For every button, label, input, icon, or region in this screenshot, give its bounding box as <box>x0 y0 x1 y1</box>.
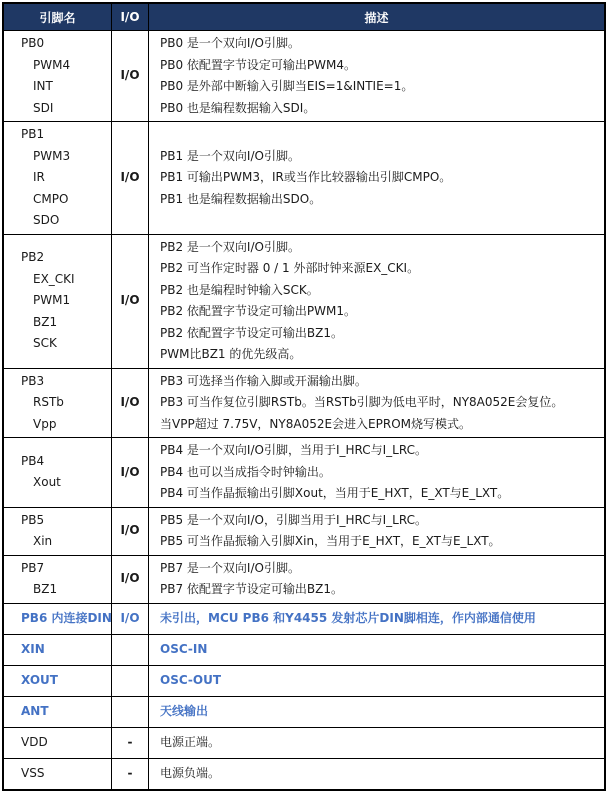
pin-name: XOUT <box>21 672 58 687</box>
pin-name-cell <box>4 508 112 555</box>
description-line: PB7 依配置字节设定可输出BZ1。 <box>160 582 344 596</box>
io-cell <box>112 635 149 665</box>
description-cell <box>149 369 604 438</box>
pin-alias: RSTb <box>33 395 64 409</box>
description-line: PB2 依配置字节设定可输出PWM1。 <box>160 304 357 318</box>
pin-name-cell <box>4 122 112 234</box>
description-line: 天线输出 <box>160 703 209 718</box>
description-line: PB2 依配置字节设定可输出BZ1。 <box>160 325 344 340</box>
pin-name: VSS <box>21 765 45 780</box>
table-row <box>4 438 604 508</box>
pin-name-cell <box>4 759 112 789</box>
pin-alias: SDO <box>33 213 60 227</box>
description-line: PB0 是一个双向I/O引脚。 <box>160 36 300 50</box>
pin-alias: CMPO <box>33 191 69 206</box>
header-description: 描述 <box>364 10 389 25</box>
io-cell <box>112 728 149 758</box>
description-line: 当VPP超过 7.75V，NY8A052E会进入EPROM烧写模式。 <box>160 416 472 431</box>
pin-alias: PWM3 <box>33 148 71 163</box>
description-cell <box>149 635 604 665</box>
pin-name: ANT <box>21 703 49 718</box>
pin-alias: SCK <box>33 336 57 351</box>
table-row <box>4 635 604 666</box>
description-line: PB0 也是编程数据输入SDI。 <box>160 100 316 115</box>
table-row <box>4 728 604 759</box>
io-cell <box>112 697 149 727</box>
description-line: 未引出，MCU PB6 和Y4455 发射芯片DIN脚相连，作内部通信使用 <box>160 610 536 625</box>
pin-alias: PWM1 <box>33 293 71 308</box>
description-line: 电源正端。 <box>160 734 221 749</box>
io-cell <box>112 31 149 121</box>
table-row <box>4 666 604 697</box>
io-cell <box>112 508 149 555</box>
io-value: I/O <box>120 571 140 586</box>
description-cell <box>149 604 604 634</box>
description-line: PB3 可选择当作输入脚或开漏输出脚。 <box>160 373 367 388</box>
pin-name-cell <box>4 369 112 438</box>
description-line: PB0 依配置字节设定可输出PWM4。 <box>160 57 357 72</box>
pin-name: PB1 <box>21 127 45 141</box>
description-line: PB2 可当作定时器 0 / 1 外部时钟来源EX_CKI。 <box>160 261 420 275</box>
io-cell <box>112 122 149 234</box>
io-cell <box>112 438 149 507</box>
description-line: PB5 可当作晶振输入引脚Xin，当用于E_HXT，E_XT与E_LXT。 <box>160 534 501 548</box>
pin-name-cell <box>4 235 112 368</box>
pin-alias: EX_CKI <box>33 271 75 286</box>
description-line: PB2 是一个双向I/O引脚。 <box>160 239 300 254</box>
pin-name: PB2 <box>21 250 45 265</box>
description-cell <box>149 759 604 789</box>
table-row <box>4 369 604 439</box>
table-body <box>4 31 604 789</box>
description-line: PB4 可当作晶振输出引脚Xout，当用于E_HXT，E_XT与E_LXT。 <box>160 486 510 500</box>
description-cell <box>149 122 604 234</box>
pin-name: PB3 <box>21 373 45 388</box>
pin-name-cell <box>4 556 112 603</box>
table-row <box>4 122 604 235</box>
pin-name-cell <box>4 438 112 507</box>
table-header <box>4 4 604 31</box>
table-row <box>4 235 604 369</box>
pin-name-cell <box>4 635 112 665</box>
pin-alias: PWM4 <box>33 57 71 72</box>
header-io: I/O <box>112 4 149 30</box>
pin-alias: Xout <box>33 475 61 490</box>
pin-alias: BZ1 <box>33 582 58 596</box>
description-line: PB5 是一个双向I/O，引脚当用于I_HRC与I_LRC。 <box>160 512 427 527</box>
io-value: I/O <box>120 68 140 83</box>
description-cell <box>149 666 604 696</box>
description-cell <box>149 235 604 368</box>
io-cell <box>112 235 149 368</box>
description-line: 电源负端。 <box>160 765 221 780</box>
pin-alias: SDI <box>33 100 54 115</box>
description-line: OSC-OUT <box>160 672 222 687</box>
description-line: PB7 是一个双向I/O引脚。 <box>160 560 300 575</box>
io-cell <box>112 604 149 634</box>
pin-name-cell <box>4 604 112 634</box>
pin-name: VDD <box>21 734 48 749</box>
pin-name-cell <box>4 728 112 758</box>
pin-alias: BZ1 <box>33 314 58 329</box>
description-line: PB4 也可以当成指令时钟输出。 <box>160 464 331 479</box>
pin-alias: Xin <box>33 534 53 548</box>
pin-alias: INT <box>33 79 53 93</box>
description-line: PB1 是一个双向I/O引脚。 <box>160 148 300 163</box>
pin-name-cell <box>4 31 112 121</box>
pin-name: PB6 内连接DIN <box>21 610 112 625</box>
pin-name-cell <box>4 666 112 696</box>
table-row <box>4 759 604 789</box>
pin-alias: Vpp <box>33 416 57 431</box>
io-value: I/O <box>120 170 140 184</box>
io-value: I/O <box>120 293 140 308</box>
pin-name: PB7 <box>21 560 45 575</box>
io-value: I/O <box>120 464 140 479</box>
pin-name: XIN <box>21 641 45 656</box>
io-value: - <box>127 734 133 749</box>
description-line: PB0 是外部中断输入引脚当EIS=1&INTIE=1。 <box>160 79 414 93</box>
pin-name: PB0 <box>21 36 45 50</box>
description-line: PB1 可输出PWM3，IR或当作比较器输出引脚CMPO。 <box>160 170 452 184</box>
io-cell <box>112 666 149 696</box>
table-row <box>4 508 604 556</box>
description-cell <box>149 438 604 507</box>
pin-name-cell <box>4 697 112 727</box>
pin-name: PB4 <box>21 453 45 468</box>
description-cell <box>149 508 604 555</box>
description-cell <box>149 697 604 727</box>
io-cell <box>112 556 149 603</box>
header-pin-name: 引脚名 <box>4 4 112 30</box>
description-cell <box>149 556 604 603</box>
description-line: OSC-IN <box>160 641 208 656</box>
io-value: I/O <box>120 523 140 538</box>
table-row <box>4 697 604 728</box>
description-cell <box>149 31 604 121</box>
pin-alias: IR <box>33 170 45 184</box>
table-row <box>4 604 604 635</box>
io-value: I/O <box>120 395 140 409</box>
description-line: PB3 可当作复位引脚RSTb。当RSTb引脚为低电平时，NY8A052E会复位。 <box>160 395 564 409</box>
io-cell <box>112 759 149 789</box>
description-line: PB1 也是编程数据输出SDO。 <box>160 191 322 206</box>
table-row <box>4 31 604 122</box>
description-line: PWM比BZ1 的优先级高。 <box>160 347 302 361</box>
description-line: PB2 也是编程时钟输入SCK。 <box>160 282 319 297</box>
io-cell <box>112 369 149 438</box>
io-value: I/O <box>120 610 140 625</box>
description-cell <box>149 728 604 758</box>
table-row <box>4 556 604 604</box>
pin-name: PB5 <box>21 512 45 527</box>
description-line: PB4 是一个双向I/O引脚，当用于I_HRC与I_LRC。 <box>160 443 427 457</box>
io-value: - <box>127 765 133 780</box>
pin-description-table <box>2 2 606 791</box>
